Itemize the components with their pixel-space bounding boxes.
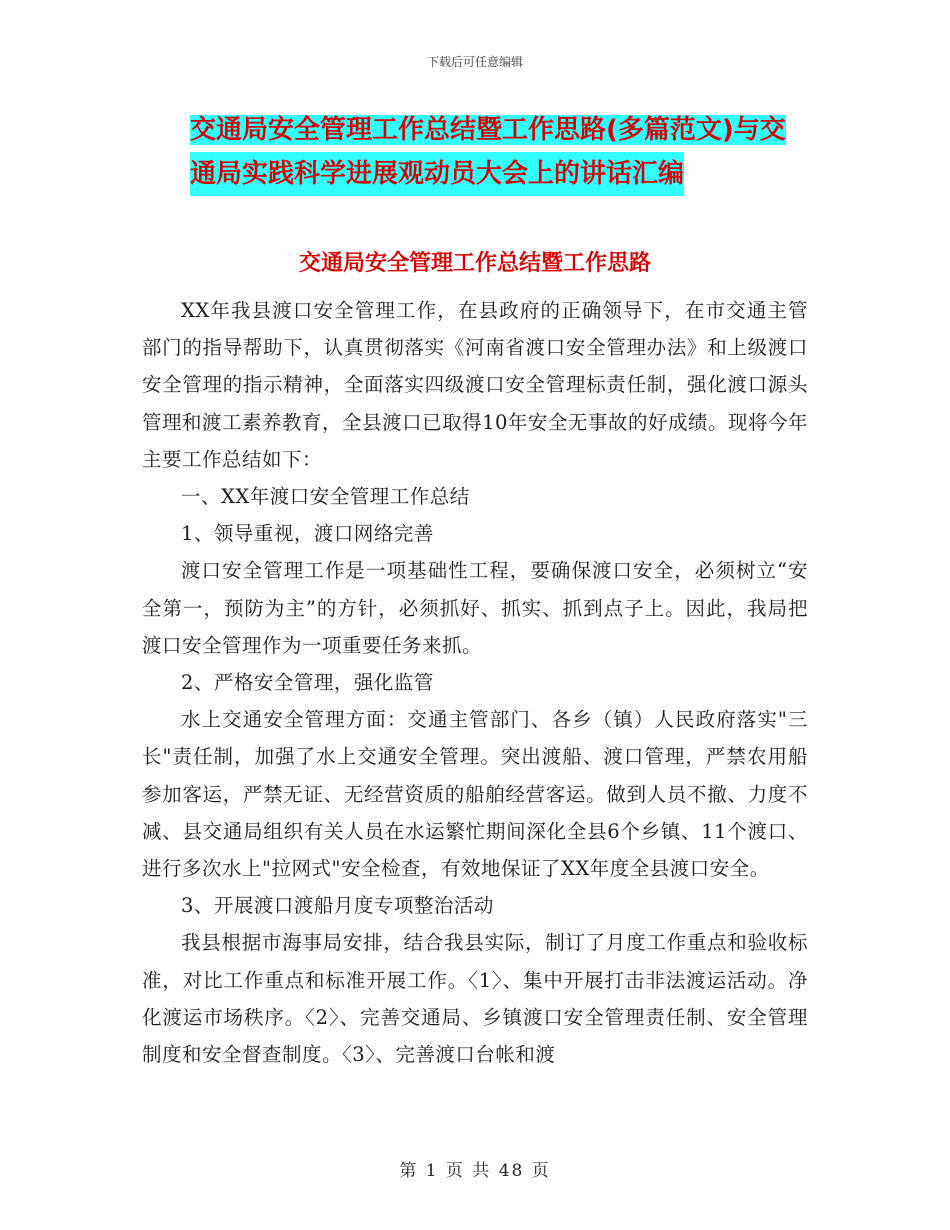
paragraph: 水上交通安全管理方面：交通主管部门、各乡（镇）人民政府落实"三长"责任制，加强了水上交通安全管理。突出渡船、渡口管理，严禁农用船参加客运，严禁无证、无经营资质的船舶经营客运。做到人员不撤、力度不减、县交通局组织有关人员在水运繁忙期间深化全县6个乡镇、11个渡口、进行多次水上"拉网式"安全检查，有效地保证了XX年度全县渡口安全。: [142, 708, 808, 881]
document-title-line-2: 通局实践科学进展观动员大会上的讲话汇编: [190, 152, 684, 196]
paragraph: XX年我县渡口安全管理工作，在县政府的正确领导下，在市交通主管部门的指导帮助下，认真贯彻落实《河南省渡口安全管理办法》和上级渡口安全管理的指示精神，全面落实四级渡口安全管理标责任制，强化渡口源头管理和渡工素养教育，全县渡口已取得10年安全无事故的好成绩。现将今年主要工作总结如下：: [142, 299, 808, 471]
section-title: 交通局安全管理工作总结暨工作思路: [298, 251, 651, 276]
heading-item: 2、严格安全管理，强化监管: [181, 671, 434, 695]
document-title-line-1: 交通局安全管理工作总结暨工作思路(多篇范文)与交: [190, 115, 786, 145]
page-header-note: 下载后可任意编辑: [426, 55, 523, 69]
heading-item: 3、开展渡口渡船月度专项整治活动: [181, 894, 494, 918]
page-footer: 第 1 页 共 48 页: [399, 1161, 551, 1181]
document-body: [142, 292, 808, 1073]
document-title: [190, 108, 830, 196]
paragraph: 我县根据市海事局安排，结合我县实际，制订了月度工作重点和验收标准，对比工作重点和标准开展工作。〈1〉、集中开展打击非法渡运活动。净化渡运市场秩序。〈2〉、完善交通局、乡镇渡口安全管理责任制、安全管理制度和安全督查制度。〈3〉、完善渡口台帐和渡: [142, 931, 808, 1067]
paragraph: 渡口安全管理工作是一项基础性工程，要确保渡口安全，必须树立“安全第一，预防为主”的方针，必须抓好、抓实、抓到点子上。因此，我局把渡口安全管理作为一项重要任务来抓。: [142, 559, 808, 657]
heading-item: 1、领导重视，渡口网络完善: [181, 522, 434, 546]
heading-item: 一、XX年渡口安全管理工作总结: [181, 485, 470, 509]
